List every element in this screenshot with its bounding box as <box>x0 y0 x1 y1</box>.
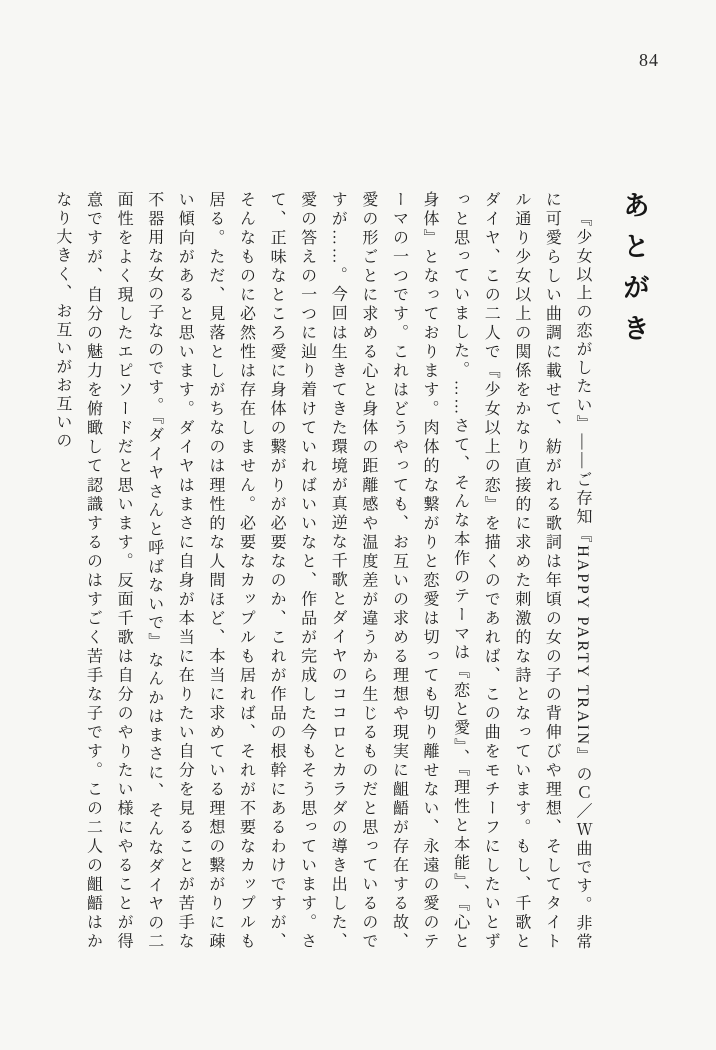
page-number: 84 <box>639 50 659 70</box>
afterword-paragraph: 『少女以上の恋がしたい』――ご存知『HAPPY PARTY TRAIN』のＣ／Ｗ曲です。非常に可愛らしい曲調に載せて、紡がれる歌詞は年頃の女の子の背伸びや理想、そしてタイトル通り少女以上の関係をかなり直接的に求めた刺激的な詩となっています。もし、千歌とダイヤ、この二人で『少女以上の恋』を描くのであれば、この曲をモチーフにしたいとずっと思っていました。……さて、そんな本作のテーマは『恋と愛』、『理性と本能』、『心と身体』となっております。肉体的な繋がりと恋愛は切っても切り離せない、永遠の愛のテーマの一つです。これはどうやっても、お互いの求める理想や現実に齟齬が存在する故、愛の形ごとに求める心と身体の距離感や温度差が違うから生じるものだと思っているのですが……。今回は生きてきた環境が真逆な千歌とダイヤのココロとカラダの導き出した、愛の答えの一つに辿り着けていればいいなと、作品が完成した今もそう思っています。さて、正味なところ愛に身体の繋がりが必要なのか、これが作品の根幹にあるわけですが、そんなものに必然性は存在しません。必要なカップルも居れば、それが不要なカップルも居る。ただ、見落としがちなのは理性的な人間ほど、本当に求めている理想の繋がりに疎い傾向があると思います。ダイヤはまさに自身が本当に在りたい自分を見ることが苦手な不器用な女の子なのです。『ダイヤさんと呼ばないで』なんかはまさに、そんなダイヤの二面性をよく現したエピソードだと思います。反面千歌は自分のやりたい様にやることが得意ですが、自分の魅力を俯瞰して認識するのはすごく苦手な子です。この二人の齟齬はかなり大きく、お互いがお互いの <box>53 191 591 951</box>
afterword-content <box>46 191 649 953</box>
afterword-title: あとがき <box>619 191 649 355</box>
